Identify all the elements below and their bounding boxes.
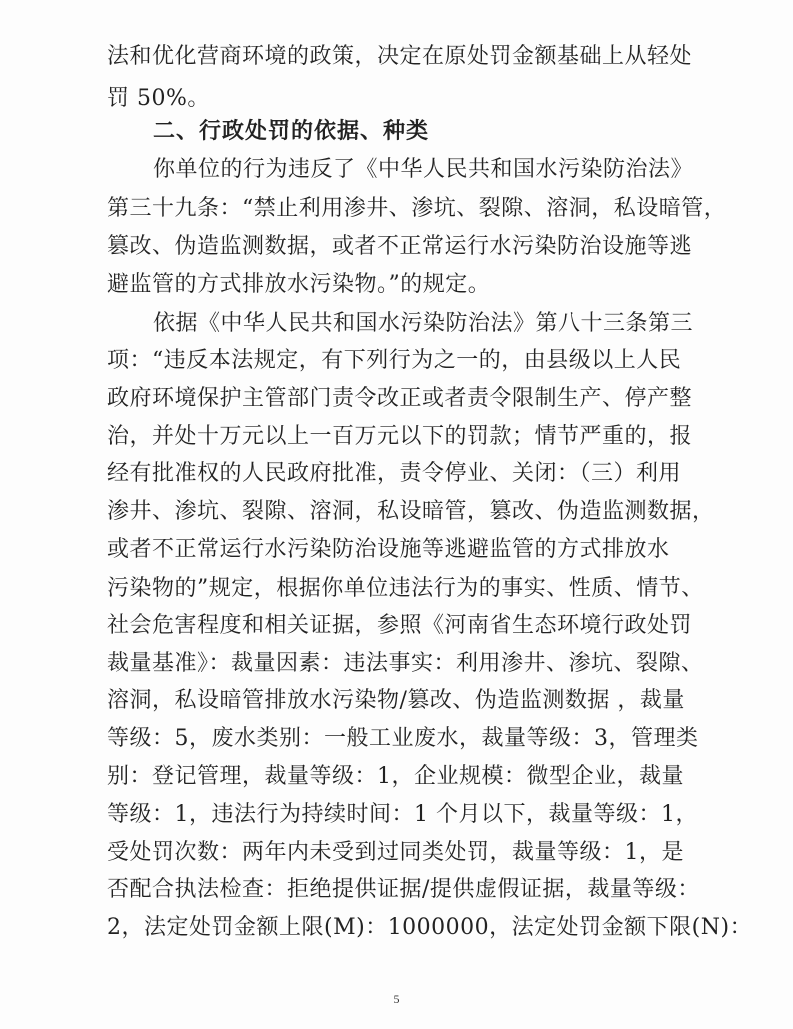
text-line: 污染物的”规定，根据你单位违法行为的事实、性质、情节、 [107,576,704,601]
text-line: 别：登记管理，裁量等级：1，企业规模：微型企业，裁量 [107,764,684,789]
text-line: 项：“违反本法规定，有下列行为之一的，由县级以上人民 [107,348,682,373]
text-line: 或者不正常运行水污染防治设施等逃避监管的方式排放水 [107,537,670,562]
text-line: 避监管的方式排放水污染物。”的规定。 [107,272,491,297]
text-line: 篡改、伪造监测数据，或者不正常运行水污染防治设施等逃 [107,234,693,259]
text-line: 否配合执法检查：拒绝提供证据/提供虚假证据，裁量等级： [107,877,700,902]
text-line: 依据《中华人民共和国水污染防治法》第八十三条第三 [153,311,694,336]
text-line: 治，并处十万元以上一百万元以下的罚款；情节严重的，报 [107,424,693,449]
text-line: 你单位的行为违反了《中华人民共和国水污染防治法》 [153,157,694,182]
text-line: 渗井、渗坑、裂隙、溶洞，私设暗管，篡改、伪造监测数据， [107,499,715,524]
text-line: 社会危害程度和相关证据，参照《河南省生态环境行政处罚 [107,613,693,638]
text-line: 等级：1，违法行为持续时间：1 个月以下，裁量等级：1， [107,802,698,827]
text-line: 罚 50%。 [107,86,210,111]
text-line: 法和优化营商环境的政策，决定在原处罚金额基础上从轻处 [107,44,693,69]
text-line: 政府环境保护主管部门责令改正或者责令限制生产、停产整 [107,386,693,411]
text-line: 第三十九条：“禁止利用渗井、渗坑、裂隙、溶洞，私设暗管， [107,196,727,221]
text-line: 溶洞，私设暗管排放水污染物/篡改、伪造监测数据 ，裁量 [107,688,685,713]
text-line: 受处罚次数：两年内未受到过同类处罚，裁量等级：1，是 [107,840,684,865]
text-line: 2，法定处罚金额上限(M)：1000000，法定处罚金额下限(N)： [107,915,753,940]
text-line: 等级：5，废水类别：一般工业废水，裁量等级：3，管理类 [107,726,699,751]
text-line: 经有批准权的人民政府批准，责令停业、关闭：（三）利用 [107,461,682,486]
section-heading: 二、行政处罚的依据、种类 [153,119,430,144]
text-line: 裁量基准》：裁量因素：违法事实：利用渗井、渗坑、裂隙、 [107,651,704,676]
page-number: 5 [393,992,400,1006]
